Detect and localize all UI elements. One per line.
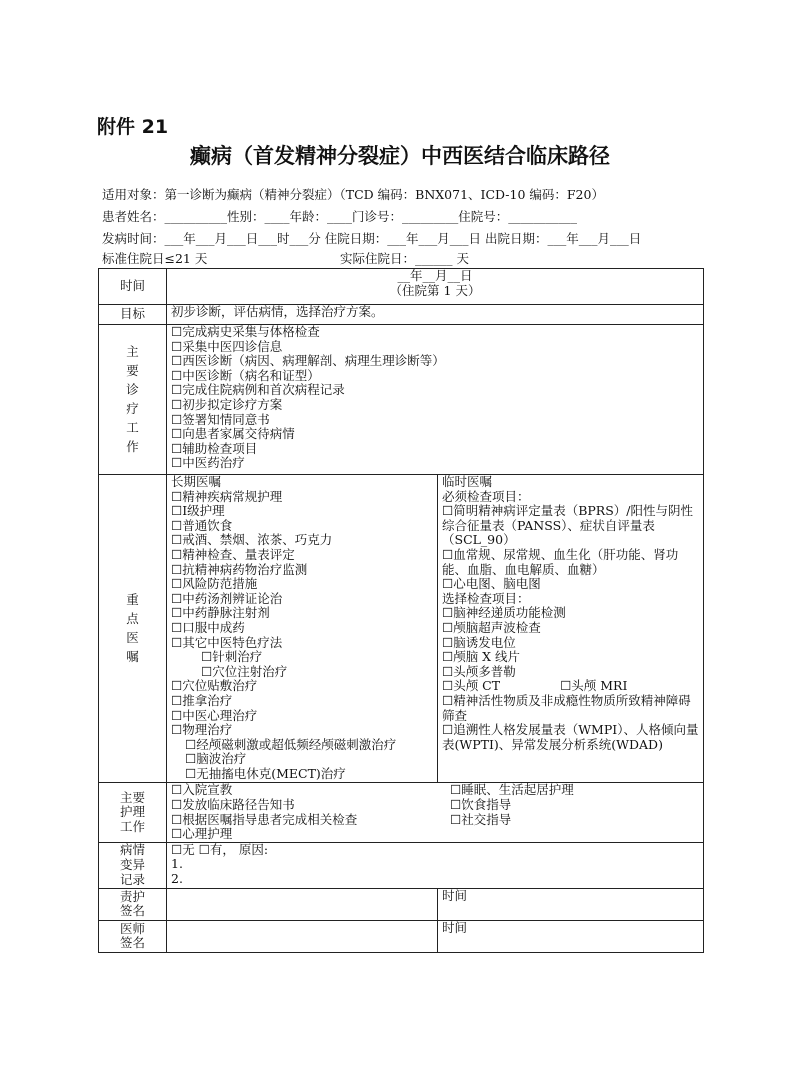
- checkbox-item[interactable]: ☐完成病史采集与体格检查: [171, 324, 320, 339]
- checkbox-item[interactable]: ☐物理治疗: [171, 722, 233, 738]
- checkbox-item[interactable]: ☐追溯性人格发展量表（WMPI）、人格倾向量表(WPTI)、异常发展分析系统(WDAD): [442, 722, 699, 752]
- required-tests-title: 必须检查项目：: [442, 488, 530, 504]
- checkbox-item[interactable]: ☐向患者家属交待病情: [171, 426, 295, 442]
- checkbox-subitem[interactable]: ☐经颅磁刺激或超低频经颅磁刺激治疗: [185, 736, 397, 752]
- checkbox-item[interactable]: ☐穴位贴敷治疗: [171, 678, 258, 694]
- checkbox-item[interactable]: ☐简明精神病评定量表（BPRS）/阳性与阴性综合征量表（PANSS）、症状自评量表（SCL_90）: [442, 503, 693, 548]
- checkbox-item[interactable]: ☐签署知情同意书: [171, 411, 270, 427]
- checkbox-item[interactable]: ☐颅脑超声波检查: [442, 619, 541, 635]
- checkbox-item[interactable]: ☐心电图、脑电图: [442, 576, 541, 592]
- clinical-pathway-table: [98, 268, 704, 953]
- checkbox-item[interactable]: ☐精神疾病常规护理: [171, 488, 283, 504]
- goal-text: 初步诊断，评估病情，选择治疗方案。: [167, 305, 704, 325]
- checkbox-item[interactable]: ☐发放临床路径告知书: [171, 797, 295, 813]
- checkbox-item[interactable]: ☐Ⅰ级护理: [171, 503, 225, 519]
- checkbox-item[interactable]: ☐入院宣教: [171, 782, 233, 798]
- checkbox-item[interactable]: ☐西医诊断（病因、病理解剖、病理生理诊断等）: [171, 353, 445, 369]
- applicable-subject: 适用对象：第一诊断为癫病（精神分裂症）（TCD 编码：BNX071、ICD-10 编码：F20）: [102, 187, 604, 202]
- checkbox-item[interactable]: ☐中药汤剂辨证论治: [171, 590, 283, 606]
- variation-label: 病情 变异 记录: [99, 842, 167, 888]
- actual-stay: 实际住院日：______ 天: [340, 251, 469, 266]
- main-work-row: [99, 325, 704, 475]
- checkbox-item[interactable]: ☐普通饮食: [171, 517, 233, 533]
- key-orders-label: 重 点 医 嘱: [99, 475, 167, 783]
- page-title: 癫病（首发精神分裂症）中西医结合临床路径: [190, 144, 610, 168]
- nurse-time-field[interactable]: 时间: [438, 888, 704, 920]
- checkbox-item[interactable]: ☐戒酒、禁烟、浓茶、巧克力: [171, 532, 333, 548]
- checkbox-item[interactable]: ☐中医药治疗: [171, 455, 245, 471]
- variation-reason-1: 1.: [171, 856, 183, 872]
- checkbox-item[interactable]: ☐脑诱发电位: [442, 634, 516, 650]
- long-term-orders: [167, 475, 438, 783]
- checkbox-item[interactable]: ☐头颅多普勒: [442, 663, 516, 679]
- checkbox-item[interactable]: ☐精神检查、量表评定: [171, 546, 295, 562]
- checkbox-item[interactable]: ☐中医心理治疗: [171, 707, 258, 723]
- standard-stay: 标准住院日≤21 天: [102, 251, 208, 266]
- doctor-signature-label: 医师 签名: [99, 920, 167, 952]
- doctor-time-field[interactable]: 时间: [438, 920, 704, 952]
- variation-record: [167, 842, 704, 888]
- checkbox-item[interactable]: ☐颅脑 X 线片: [442, 649, 521, 665]
- checkbox-item[interactable]: ☐血常规、尿常规、血生化（肝功能、肾功能、血脂、血电解质、血糖）: [442, 546, 679, 577]
- checkbox-item[interactable]: ☐完成住院病例和首次病程记录: [171, 382, 345, 398]
- checkbox-item[interactable]: ☐饮食指导: [450, 797, 512, 813]
- checkbox-subitem[interactable]: ☐针刺治疗: [201, 649, 263, 665]
- variation-options[interactable]: ☐无 ☐有， 原因:: [171, 841, 269, 857]
- checkbox-item[interactable]: ☐睡眠、生活起居护理: [450, 782, 574, 798]
- checkbox-item[interactable]: ☐头颅 CT: [442, 678, 501, 694]
- checkbox-item[interactable]: ☐抗精神病药物治疗监测: [171, 561, 308, 577]
- checkbox-subitem[interactable]: ☐穴位注射治疗: [201, 663, 288, 679]
- ct-mri-line: [442, 679, 699, 694]
- checkbox-item[interactable]: ☐初步拟定诊疗方案: [171, 396, 283, 412]
- variation-reason-2: 2.: [171, 871, 183, 887]
- checkbox-subitem[interactable]: ☐脑波治疗: [185, 751, 247, 767]
- dates-line: 发病时间：___年___月___日___时___分 住院日期：___年___月___日 出院日期：___年___月___日: [102, 231, 642, 246]
- checkbox-item[interactable]: ☐心理护理: [171, 826, 233, 842]
- checkbox-item[interactable]: ☐采集中医四诊信息: [171, 338, 283, 354]
- annex-number: 附件 21: [97, 116, 169, 138]
- checkbox-item[interactable]: ☐中药静脉注射剂: [171, 605, 270, 621]
- temporary-orders: [438, 475, 704, 783]
- nursing-row: [99, 783, 704, 842]
- long-term-title: 长期医嘱: [171, 474, 222, 489]
- goal-label: 目标: [99, 305, 167, 325]
- checkbox-item[interactable]: ☐其它中医特色疗法: [171, 634, 283, 650]
- day-number: （住院第 1 天）: [389, 282, 481, 298]
- doctor-signature-field[interactable]: [167, 920, 438, 952]
- temp-orders-title: 临时医嘱: [442, 474, 493, 489]
- nurse-signature-field[interactable]: [167, 888, 438, 920]
- nursing-label: 主要 护理 工作: [99, 783, 167, 842]
- checkbox-item[interactable]: ☐推拿治疗: [171, 692, 233, 708]
- variation-row: [99, 842, 704, 888]
- checkbox-item[interactable]: ☐口服中成药: [171, 619, 245, 635]
- nurse-signature-row: [99, 888, 704, 920]
- checkbox-item[interactable]: ☐辅助检查项目: [171, 440, 258, 456]
- day-date: __年__月__日: [397, 268, 473, 283]
- checkbox-item[interactable]: ☐中医诊断（病名和证型）: [171, 367, 320, 383]
- checkbox-item[interactable]: ☐根据医嘱指导患者完成相关检查: [171, 811, 358, 827]
- optional-tests-title: 选择检查项目：: [442, 590, 530, 606]
- checkbox-subitem[interactable]: ☐无抽搐电休克(MECT)治疗: [185, 765, 346, 781]
- time-row: [99, 269, 704, 305]
- checkbox-item[interactable]: ☐精神活性物质及非成瘾性物质所致精神障碍筛查: [442, 692, 691, 723]
- day-cell: [167, 269, 704, 305]
- checkbox-item[interactable]: ☐风险防范措施: [171, 576, 258, 592]
- nurse-signature-label: 责护 签名: [99, 888, 167, 920]
- patient-info-line: 患者姓名：__________性别：____年龄：____门诊号：_________住院号：___________: [102, 209, 578, 224]
- main-work-label: 主 要 诊 疗 工 作: [99, 325, 167, 475]
- checkbox-item[interactable]: ☐脑神经递质功能检测: [442, 605, 566, 621]
- time-label: 时间: [99, 269, 167, 305]
- doctor-signature-row: [99, 920, 704, 952]
- checkbox-item[interactable]: ☐社交指导: [450, 811, 512, 827]
- checkbox-item[interactable]: ☐头颅 MRI: [560, 678, 628, 694]
- goal-row: [99, 305, 704, 325]
- main-work-items: [167, 325, 704, 475]
- key-orders-row: [99, 475, 704, 783]
- nursing-items: [167, 783, 704, 842]
